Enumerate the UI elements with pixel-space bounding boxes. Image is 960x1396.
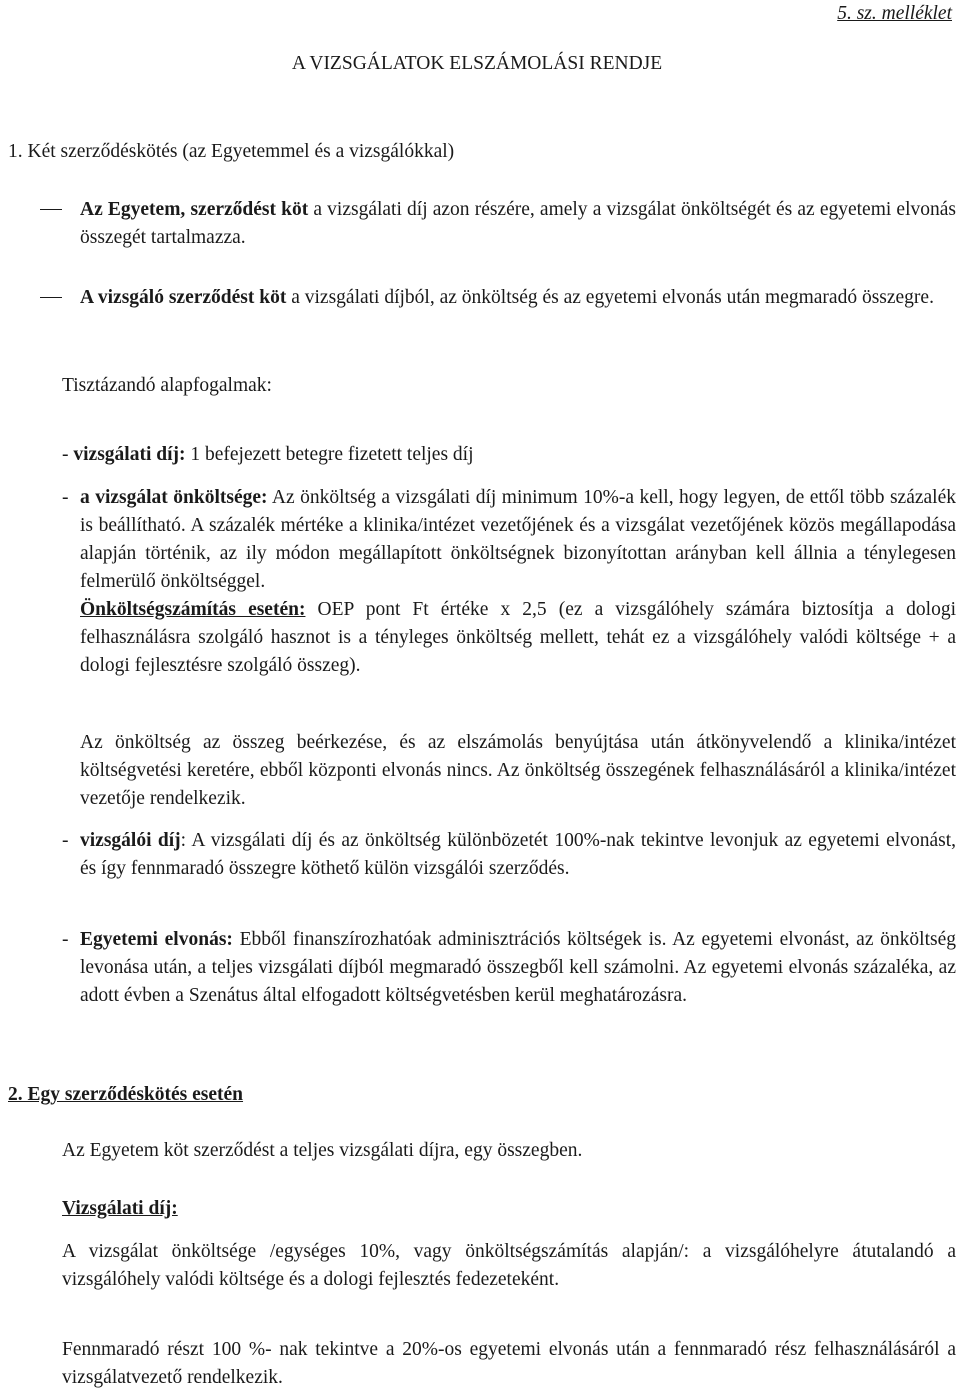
- bullet-examiner-contract: [80, 284, 956, 312]
- dash-mark: [40, 297, 62, 298]
- annex-label: 5. sz. melléklet: [837, 3, 952, 24]
- page-title-text: A VIZSGÁLATOK ELSZÁMOLÁSI RENDJE: [291, 53, 663, 74]
- definition-dash: -: [62, 929, 69, 950]
- definition-fee: [62, 441, 474, 469]
- bullet-text: a vizsgálati díj azon részére, amely a vizsgálat önköltségét és az egyetemi elvonás összegét tartalmazza.: [80, 199, 956, 248]
- definition-cost: [80, 484, 956, 680]
- section2-heading: 2. Egy szerződéskötés esetén: [8, 1084, 244, 1105]
- section2-intro: Az Egyetem köt szerződést a teljes vizsgálati díjra, egy összegben.: [62, 1140, 583, 1161]
- definition-examiner-fee: [80, 827, 956, 883]
- bullet-bold: A vizsgáló szerződést köt: [80, 287, 287, 308]
- section2-subheading: Vizsgálati díj:: [62, 1198, 178, 1219]
- definition-text: : A vizsgálati díj és az önköltség különbözetét 100%-nak tekintve levonjuk az egyetemi elvonást, és így fennmaradó összegre köthető külön vizsgálói szerződés.: [80, 830, 956, 879]
- definition-deduction: [80, 926, 956, 1010]
- section2-paragraph-1: A vizsgálat önköltsége /egységes 10%, vagy önköltségszámítás alapján/: a vizsgálóhelyre átutalandó a vizsgálóhely valódi költsége és a dologi fejlesztés fedezeteként.: [62, 1241, 956, 1290]
- dash-mark: [40, 209, 62, 210]
- definition-term: a vizsgálat önköltsége:: [80, 487, 268, 508]
- cost-transfer-paragraph: Az önköltség az összeg beérkezése, és az elszámolás benyújtása után átkönyvelendő a klinika/intézet költségvetési keretére, ebből központi elvonás nincs. Az önköltség összegének felhasználásáról a klinika/intézet vezetője rendelkezik.: [80, 732, 956, 809]
- definition-term: vizsgálói díj: [80, 830, 181, 851]
- definition-term: vizsgálati díj:: [73, 444, 186, 465]
- section1-heading: 1. Két szerződéskötés (az Egyetemmel és a vizsgálókkal): [8, 141, 455, 162]
- definition-dash: -: [62, 444, 74, 465]
- calc-text: OEP pont Ft értéke x 2,5 (ez a vizsgálóhely számára biztosítja a dologi felhasználásra szolgáló hasznot is a tényleges önköltség mellett, tehát ez a vizsgálóhely valódi költsége + a dologi fejlesztésre szolgáló összeg).: [80, 599, 956, 676]
- bullet-university-contract: [80, 196, 956, 252]
- definition-text: Ebből finanszírozhatóak adminisztrációs költségek is. Az egyetemi elvonást, az önköltség levonása után, a teljes vizsgálati díjból megmaradó összegből kell számolni. Az egyetemi elvonás százaléka, az adott évben a Szenátus által elfogadott költségvetésben kerül meghatározásra.: [80, 929, 956, 1006]
- calc-term: Önköltségszámítás esetén:: [80, 599, 306, 620]
- section2-paragraph-2: Fennmaradó részt 100 %- nak tekintve a 20%-os egyetemi elvonás után a fennmaradó rész felhasználásáról a vizsgálatvezető rendelkezik.: [62, 1339, 956, 1388]
- definition-text: Az önköltség a vizsgálati díj minimum 10%-a kell, hogy legyen, de ettől több százalék is beállítható. A százalék mértéke a klinika/intézet vezetőjének és a vizsgálat vezetőjének közös megállapodása alapján történik, az ily módon megállapított önköltségnek bizonyítottan arányban kell állnia a ténylegesen felmerülő önköltséggel.: [80, 487, 956, 592]
- concepts-heading: Tisztázandó alapfogalmak:: [62, 375, 272, 396]
- definition-term: Egyetemi elvonás:: [80, 929, 233, 950]
- definition-dash: -: [62, 487, 69, 508]
- bullet-text: a vizsgálati díjból, az önköltség és az egyetemi elvonás után megmaradó összegre.: [286, 287, 934, 308]
- definition-dash: -: [62, 830, 69, 851]
- page-title: [0, 50, 960, 78]
- bullet-bold: Az Egyetem, szerződést köt: [80, 199, 309, 220]
- definition-text: 1 befejezett betegre fizetett teljes díj: [185, 444, 474, 465]
